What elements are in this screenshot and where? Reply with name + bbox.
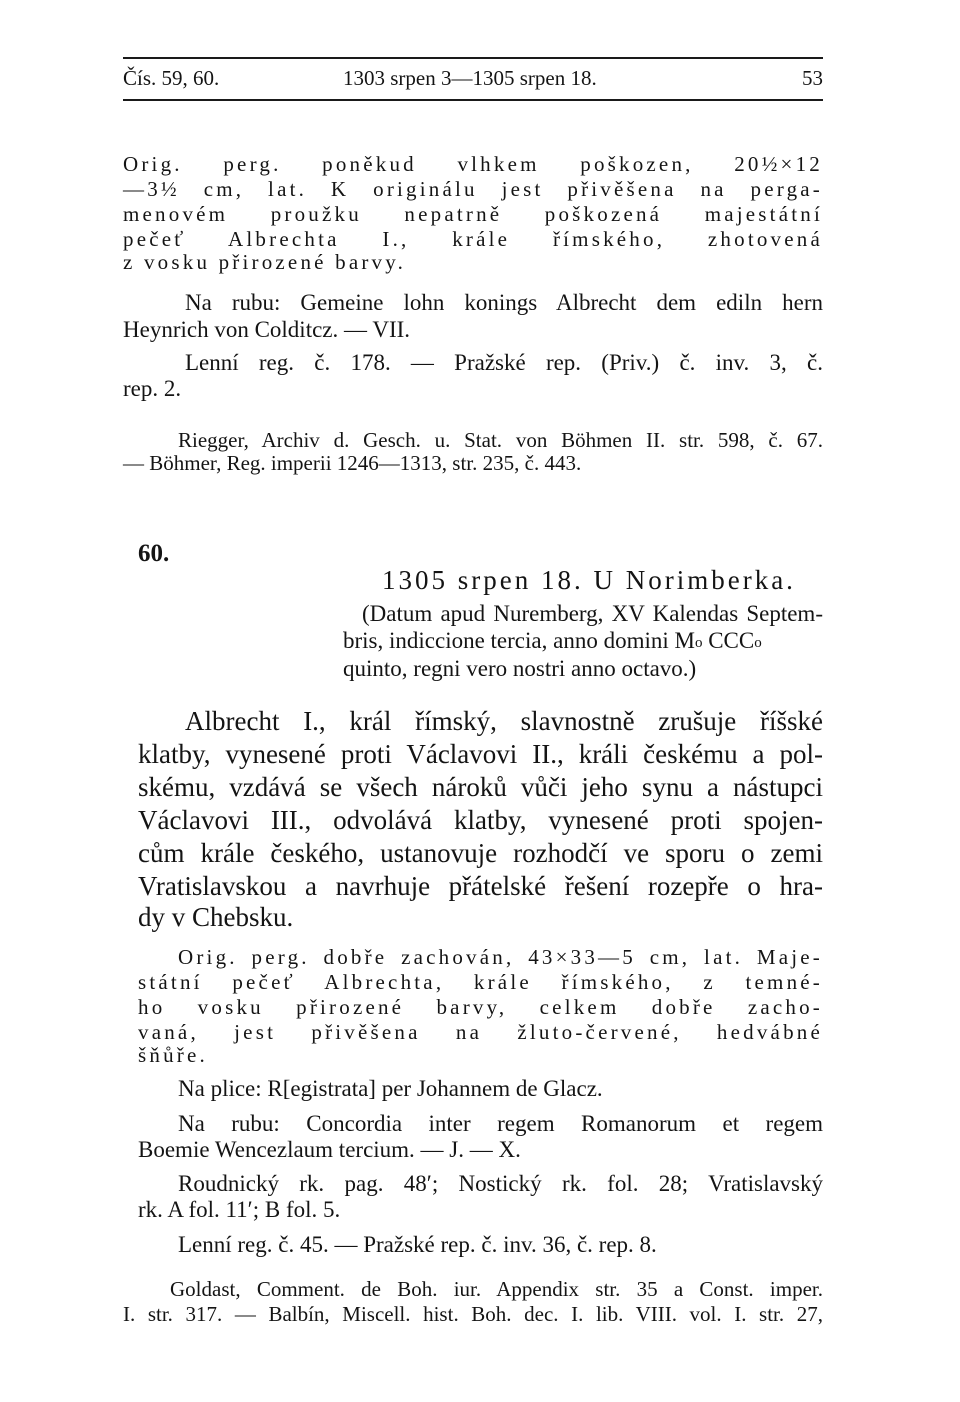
doc59-rubu-line-1: Na rubu: Gemeine lohn konings Albrecht dem ediln hern <box>185 290 823 315</box>
doc59-orig-line-3: menovém proužku nepatrně poškozená majestátní <box>123 202 823 226</box>
doc60-summary-line-5: cům krále českého, ustanovuje rozhodčí ve sporu o zemi <box>138 838 823 868</box>
doc60-latin-line-1: (Datum apud Nuremberg, XV Kalendas Septem- <box>362 601 823 626</box>
doc60-latin-mo-sup: o <box>694 635 703 651</box>
header-top-rule <box>123 57 823 59</box>
doc60-summary-line-2: klatby, vynesené proti Václavovi II., králi českému a pol- <box>138 739 823 769</box>
doc59-literature-line-1: Riegger, Archiv d. Gesch. u. Stat. von Böhmen II. str. 598, č. 67. <box>178 428 823 452</box>
doc60-orig-line-1: Orig. perg. dobře zachován, 43×33—5 cm, lat. Maje- <box>178 945 823 969</box>
doc60-date-place: 1305 srpen 18. U Norimberka. <box>382 565 796 595</box>
page-number: 53 <box>802 66 823 90</box>
header-date-range: 1303 srpen 3—1305 srpen 18. <box>343 66 597 90</box>
doc59-orig-line-4: pečeť Albrechta I., krále římského, zhotovená <box>123 227 823 251</box>
doc60-rubu-line-2: Boemie Wencezlaum tercium. — J. — X. <box>138 1137 521 1162</box>
doc60-literature-line-2: I. str. 317. — Balbín, Miscell. hist. Boh. dec. I. lib. VIII. vol. I. str. 27, <box>123 1302 823 1326</box>
doc60-summary-line-3: skému, vzdává se všech nároků vůči jeho synu a nástupci <box>138 772 823 802</box>
header-bottom-rule <box>123 99 823 101</box>
doc60-registers-line-2: rk. A fol. 11′; B fol. 5. <box>138 1197 341 1222</box>
doc59-literature-line-2: — Böhmer, Reg. imperii 1246—1313, str. 235, č. 443. <box>123 451 582 475</box>
doc60-plice-note: Na plice: R[egistrata] per Johannem de Glacz. <box>178 1076 603 1101</box>
doc60-latin-ccc: CCC <box>702 628 755 653</box>
doc60-orig-line-2: státní pečeť Albrechta, krále římského, z temné- <box>138 970 823 994</box>
doc60-latin-line-2 <box>343 629 762 652</box>
doc59-orig-line-1: Orig. perg. poněkud vlhkem poškozen, 20½×12 <box>123 152 823 176</box>
doc60-rubu-line-1: Na rubu: Concordia inter regem Romanorum et regem <box>178 1111 823 1136</box>
doc60-summary-line-4: Václavovi III., odvolává klatby, vynesené proti spojen- <box>138 805 823 835</box>
doc59-lenni-line-2: rep. 2. <box>123 376 182 401</box>
doc60-registers-line-1: Roudnický rk. pag. 48′; Nostický rk. fol. 28; Vratislavský <box>178 1171 823 1196</box>
doc59-lenni-line-1: Lenní reg. č. 178. — Pražské rep. (Priv.) č. inv. 3, č. <box>185 350 823 375</box>
doc60-summary-line-6: Vratislavskou a navrhuje přátelské řešení rozepře o hra- <box>138 871 823 901</box>
doc59-rubu-line-2: Heynrich von Colditcz. — VII. <box>123 317 411 342</box>
doc59-orig-line-2: —3½ cm, lat. K originálu jest přivěšena na perga- <box>123 177 823 201</box>
doc60-orig-line-3: ho vosku přirozené barvy, celkem dobře zacho- <box>138 995 823 1019</box>
doc60-summary-line-1: Albrecht I., král římský, slavnostně zrušuje říšské <box>185 706 823 736</box>
header-document-numbers: Čís. 59, 60. <box>123 66 220 90</box>
doc60-number: 60. <box>138 540 170 567</box>
doc59-orig-line-5: z vosku přirozené barvy. <box>123 250 407 274</box>
doc60-literature-line-1: Goldast, Comment. de Boh. iur. Appendix str. 35 a Const. imper. <box>170 1277 823 1301</box>
doc60-latin-line-3: quinto, regni vero nostri anno octavo.) <box>343 656 697 681</box>
doc60-orig-line-5: šňůře. <box>138 1043 208 1067</box>
doc60-lenni-line: Lenní reg. č. 45. — Pražské rep. č. inv. 36, č. rep. 8. <box>178 1232 657 1257</box>
doc60-orig-line-4: vaná, jest přivěšena na žluto-červené, hedvábné <box>138 1020 823 1044</box>
doc60-latin-line-2-text: bris, indiccione tercia, anno domini M <box>343 628 695 653</box>
doc60-summary-line-7: dy v Chebsku. <box>138 902 294 932</box>
doc60-latin-ccc-sup: o <box>754 635 762 651</box>
